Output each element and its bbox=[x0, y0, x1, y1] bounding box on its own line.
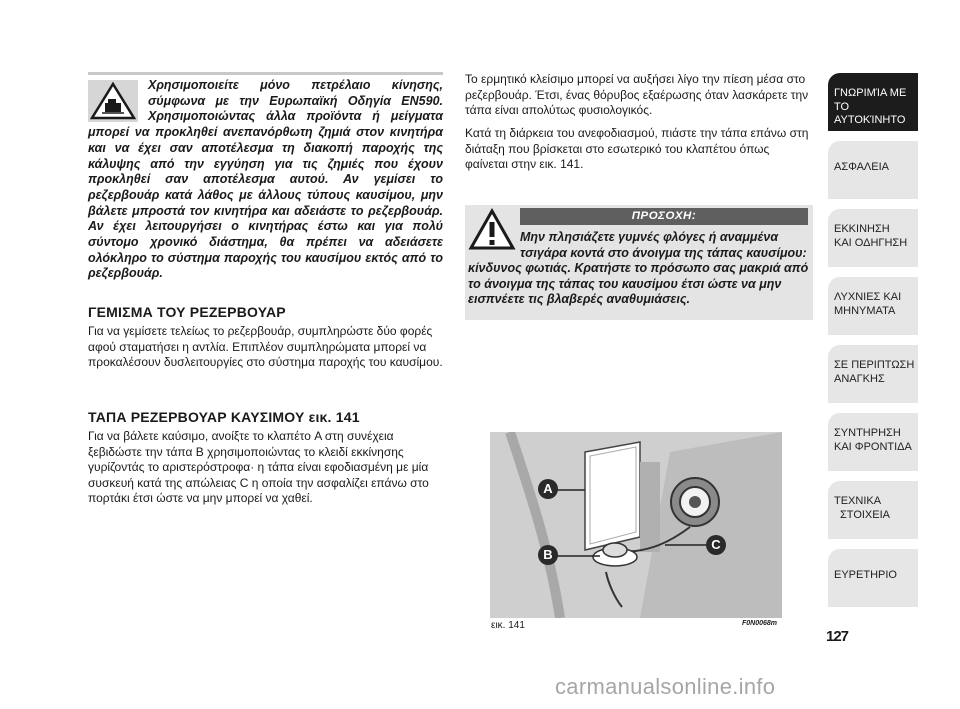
tab-label-line2: ΤΟ ΑΥΤΟΚΊΝΗΤΟ bbox=[834, 100, 906, 126]
refuel-hold-paragraph: Κατά τη διάρκεια του ανεφοδιασμού, πιάστε την τάπα επάνω στη διάταξη που βρίσκεται στο εσωτερικό του κλαπέτου όπως φαίνεται στην εικ. 141. bbox=[465, 126, 809, 172]
fuel-cap-figure bbox=[490, 432, 782, 618]
tab-technical-data[interactable] bbox=[828, 481, 918, 539]
refuelling-paragraph: Για να γεμίσετε τελείως το ρεζερβουάρ, συμπληρώστε δύο φορές αφού σταματήσει η αντλία. Επιπλέον συμπληρώματα μπορεί να προκαλέσουν δυσλειτουργίες στο σύστημα παροχής του καυσίμου. bbox=[88, 324, 443, 370]
watermark: carmanualsonline.info bbox=[555, 674, 776, 699]
label-a-badge: A bbox=[538, 479, 558, 499]
tab-index[interactable] bbox=[828, 549, 918, 607]
warning-body: Μην πλησιάζετε γυμνές φλόγες ή αναμμένα τσιγάρα κοντά στο άνοιγμα της τάπας καυσίμου: κίνδυνος φωτιάς. Κρατήστε το πρόσωπο σας μακριά από το άνοιγμα της τάπας του καυσίμου έτσι ώστε να μην εισπνέετε τις βλαβερές αναθυμιάσεις. bbox=[468, 230, 809, 307]
figure-caption: εικ. 141 bbox=[491, 620, 525, 631]
fuel-door-illustration bbox=[490, 432, 782, 618]
tab-label-line2: ΚΑΙ ΦΡΟΝΤΙΔΑ bbox=[834, 440, 912, 453]
fuel-cap-paragraph: Για να βάλετε καύσιμο, ανοίξτε το κλαπέτο A στη συνέχεια ξεβιδώστε την τάπα B χρησιμοποιώντας το κλειδί εκκίνησης γυρίζοντάς το αριστερόστροφα· η τάπα είναι εφοδιασμένη με μία συσκευή κατά της απώλειας C η οποία την ασφαλίζει επάνω στο πορτάκι έτσι ώστε να μην μπορεί να χαθεί. bbox=[88, 429, 429, 506]
diesel-note bbox=[88, 78, 443, 282]
top-rule bbox=[88, 72, 443, 75]
label-c-badge: C bbox=[706, 535, 726, 555]
tab-label-line1: ΓΝΩΡΙΜΊΑ ΜΕ bbox=[834, 87, 907, 99]
tab-label-line1: ΣΥΝΤΗΡΗΣΗ bbox=[834, 427, 901, 439]
tab-lights-messages[interactable] bbox=[828, 277, 918, 335]
tab-label-line2: ΣΤΟΙΧΕΙΑ bbox=[840, 508, 890, 521]
tab-label-line1: ΑΣΦΑΛΕΙΑ bbox=[834, 161, 890, 173]
tab-emergency[interactable] bbox=[828, 345, 918, 403]
page-number: 127 bbox=[826, 628, 849, 645]
tab-label-line1: ΕΚΚΙΝΗΣΗ bbox=[834, 223, 890, 235]
heading-fuel-cap: ΤΑΠΑ ΡΕΖΕΡΒΟΥΑΡ ΚΑΥΣΙΜΟΥ εικ. 141 bbox=[88, 409, 360, 425]
tab-getting-to-know[interactable] bbox=[828, 73, 918, 131]
warning-text bbox=[468, 230, 810, 308]
tab-label-line2: ΜΗΝΥΜΑΤΑ bbox=[834, 304, 896, 317]
tab-label-line2: ΚΑΙ ΟΔΗΓΗΣΗ bbox=[834, 236, 908, 249]
tab-label-line1: ΛΥΧΝΙΕΣ ΚΑΙ bbox=[834, 291, 902, 303]
tab-label-line1: ΤΕΧΝΙΚΑ bbox=[834, 495, 882, 507]
tab-label-line2: ΑΝΑΓΚΗΣ bbox=[834, 372, 885, 385]
pressure-paragraph: Το ερμητικό κλείσιμο μπορεί να αυξήσει λίγο την πίεση μέσα στο ρεζερβουάρ. Έτσι, ένας θόρυβος εξαέρωσης όταν λασκάρετε την τάπα είναι απολύτως φυσιολογικός. bbox=[465, 72, 809, 118]
warning-header: ΠΡΟΣΟΧΗ: bbox=[520, 208, 808, 225]
tab-label-line1: ΕΥΡΕΤΗΡΙΟ bbox=[834, 569, 897, 581]
figure-code: F0N0068m bbox=[742, 620, 778, 627]
heading-refuelling: ΓΕΜΙΣΜΑ ΤΟΥ ΡΕΖΕΡΒΟΥΑΡ bbox=[88, 304, 286, 320]
tab-starting-driving[interactable] bbox=[828, 209, 918, 267]
label-b-badge: B bbox=[538, 545, 558, 565]
tab-maintenance[interactable] bbox=[828, 413, 918, 471]
tab-safety[interactable] bbox=[828, 141, 918, 199]
diesel-note-text: Χρησιμοποιείτε μόνο πετρέλαιο κίνησης, σύμφωνα με την Ευρωπαϊκή Οδηγία EN590. Χρησιμοποιώντας άλλα προϊόντα ή μείγματα μπορεί να προκληθεί ανεπανόρθωτη ζημιά στον κινητήρα και να έχει σαν αποτέλεσμα τη διακοπή παροχής της κάλυψης από την εγγύηση για τις ζημιές που έχουν προκληθεί σαν αποτέλεσμα αυτού. Αν γεμίσει το ρεζερβουάρ κατά λάθος με άλλους τύπους καυσίμου, μην βάλετε μπροστά τον κινητήρα και αδειάστε το ρεζερβουάρ. Αν έχει λειτουργήσει ο κινητήρας έστω και για πολύ σύντομο χρονικό διάστημα, θα πρέπει να αδειάσετε ολόκληρο το σύστημα παροχής του καυσίμου εκτός από το ρεζερβουάρ. bbox=[88, 78, 443, 281]
tab-label-line1: ΣΕ ΠΕΡΙΠΤΩΣΗ bbox=[834, 359, 915, 371]
